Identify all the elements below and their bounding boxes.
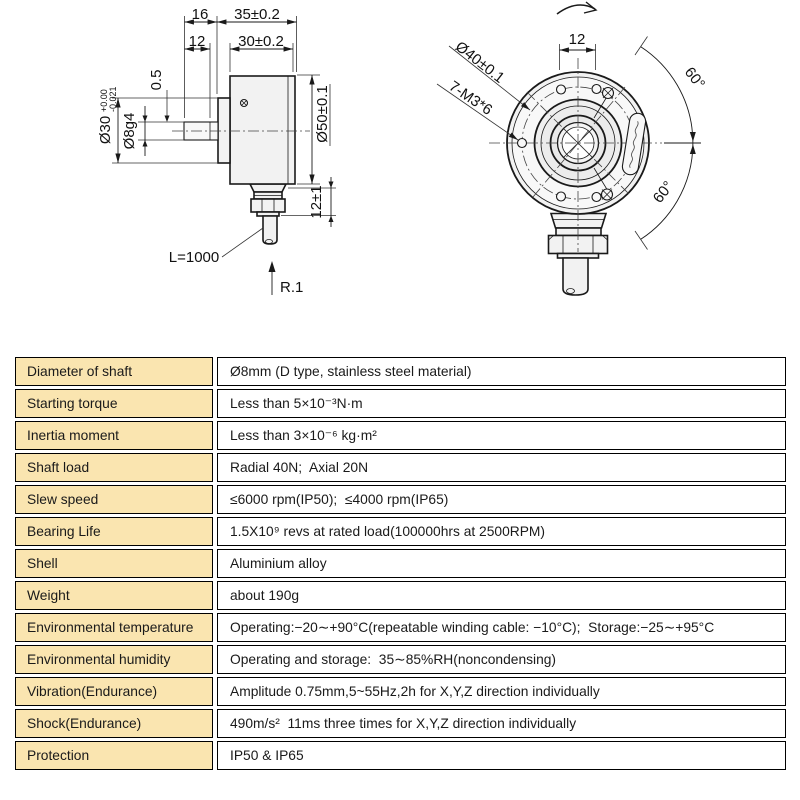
spec-row (15, 389, 786, 418)
spec-row (15, 421, 786, 450)
spec-value-cell: 490m/s² 11ms three times for X,Y,Z direction individually (217, 709, 786, 738)
spec-value-cell: Operating:−20∼+90°C(repeatable winding cable: −10°C); Storage:−25∼+95°C (217, 613, 786, 642)
bolt-circle-label: Ø40±0.1 (451, 38, 508, 87)
spec-row (15, 485, 786, 514)
spec-value-cell: 1.5X10⁹ revs at rated load(100000hrs at 2500RPM) (217, 517, 786, 546)
spec-value-cell: ≤6000 rpm(IP50); ≤4000 rpm(IP65) (217, 485, 786, 514)
spec-value-cell: about 190g (217, 581, 786, 610)
spec-value-cell: Radial 40N; Axial 20N (217, 453, 786, 482)
flange (218, 98, 230, 163)
dim-0-5: 0.5 (148, 69, 165, 91)
side-view (97, 6, 336, 296)
spec-value-cell: Ø8mm (D type, stainless steel material) (217, 357, 786, 386)
spec-value-cell: Less than 5×10⁻³N·m (217, 389, 786, 418)
cable-gland (250, 184, 286, 216)
dim-16: 16 (191, 6, 209, 23)
spec-value-cell: IP50 & IP65 (217, 741, 786, 770)
spec-label-cell: Bearing Life (15, 517, 213, 546)
spec-value-cell: Aluminium alloy (217, 549, 786, 578)
dim-flange-dia (97, 86, 118, 144)
svg-text:-0.021: -0.021 (108, 86, 118, 112)
dimension-drawing (0, 0, 800, 345)
cover-screw-icon (603, 88, 614, 99)
dim-gland-length: 12±1 (308, 185, 325, 219)
spec-label-cell: Shaft load (15, 453, 213, 482)
spec-table (15, 357, 786, 770)
angle-top-label: 60° (680, 64, 709, 93)
mount-holes-label: 7-M3*6 (445, 77, 496, 119)
bend-radius-label: R.1 (280, 279, 304, 296)
spec-row (15, 517, 786, 546)
spec-label-cell: Starting torque (15, 389, 213, 418)
front-view (437, 2, 708, 295)
dim-12: 12 (188, 33, 206, 50)
spec-value-cell: Operating and storage: 35∼85%RH(noncondensing) (217, 645, 786, 674)
cover-screw-icon (602, 189, 613, 200)
svg-text:Ø30: Ø30 (97, 115, 114, 145)
screw-icon (241, 100, 248, 107)
spec-row (15, 709, 786, 738)
spec-row (15, 549, 786, 578)
spec-label-cell: Inertia moment (15, 421, 213, 450)
spec-row (15, 453, 786, 482)
spec-label-cell: Shock(Endurance) (15, 709, 213, 738)
dim-35: 35±0.2 (234, 6, 280, 23)
spec-label-cell: Weight (15, 581, 213, 610)
spec-row (15, 645, 786, 674)
dim-shaft-dia: Ø8g4 (121, 112, 138, 150)
rotation-arrow-icon (557, 2, 596, 14)
spec-label-cell: Protection (15, 741, 213, 770)
cable-length-label: L=1000 (168, 249, 220, 266)
spec-label-cell: Environmental temperature (15, 613, 213, 642)
spec-label-cell: Diameter of shaft (15, 357, 213, 386)
encoder-body (230, 76, 295, 184)
spec-value-cell: Amplitude 0.75mm,5~55Hz,2h for X,Y,Z direction individually (217, 677, 786, 706)
spec-label-cell: Vibration(Endurance) (15, 677, 213, 706)
dim-30: 30±0.2 (238, 33, 284, 50)
spec-row (15, 581, 786, 610)
spec-row (15, 677, 786, 706)
svg-text:+0.00: +0.00 (99, 89, 109, 112)
spec-label-cell: Slew speed (15, 485, 213, 514)
dim-body-dia: Ø50±0.1 (314, 85, 331, 143)
spec-label-cell: Environmental humidity (15, 645, 213, 674)
front-dim-12: 12 (568, 31, 586, 48)
spec-value-cell: Less than 3×10⁻⁶ kg·m² (217, 421, 786, 450)
angle-bottom-label: 60° (649, 178, 678, 207)
spec-label-cell: Shell (15, 549, 213, 578)
spec-row (15, 613, 786, 642)
spec-row (15, 357, 786, 386)
spec-row (15, 741, 786, 770)
